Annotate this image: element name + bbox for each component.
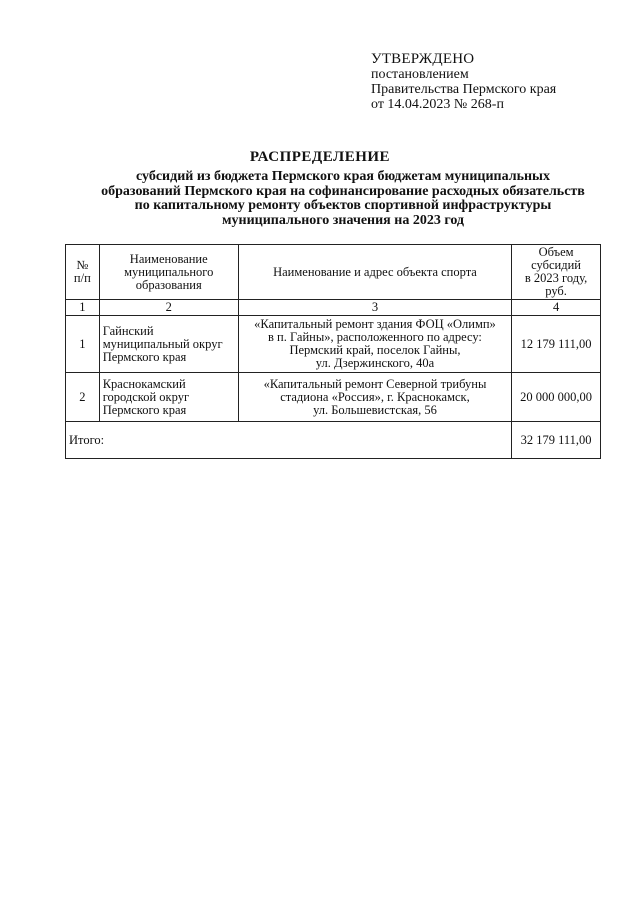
- column-number: 4: [512, 300, 601, 316]
- document-subtitle: субсидий из бюджета Пермского края бюджетам муниципальных образований Пермского края на софинансирование расходных обязательств по капитальному ремонту объектов спортивной инфраструктуры муниципального значения на 2023 год: [101, 169, 585, 228]
- row-object: «Капитальный ремонт здания ФОЦ «Олимп» в п. Гайны», расположенного по адресу: Пермский край, поселок Гайны, ул. Дзержинского, 40а: [254, 317, 496, 370]
- approval-line-3: от 14.04.2023 № 268-п: [371, 97, 504, 112]
- row-amount: 12 179 111,00: [512, 316, 601, 373]
- distribution-table: [65, 244, 601, 459]
- column-number: 2: [99, 300, 238, 316]
- column-number: 3: [238, 300, 511, 316]
- approval-line-1: постановлением: [371, 67, 469, 82]
- column-number-row: [66, 300, 601, 316]
- column-number: 1: [66, 300, 100, 316]
- total-amount: 32 179 111,00: [512, 422, 601, 459]
- approval-block: [371, 52, 556, 112]
- row-num: 2: [66, 373, 100, 422]
- row-municipality: Гайнский муниципальный округ Пермского края: [99, 316, 238, 373]
- header-amount: Объем субсидий в 2023 году, руб.: [512, 245, 601, 300]
- row-num: 1: [66, 316, 100, 373]
- header-num: № п/п: [66, 245, 100, 300]
- row-municipality: Краснокамский городской округ Пермского края: [99, 373, 238, 422]
- total-label: Итого:: [66, 422, 512, 459]
- document-title: РАСПРЕДЕЛЕНИЕ: [249, 149, 391, 165]
- row-object: «Капитальный ремонт Северной трибуны стадиона «Россия», г. Краснокамск, ул. Большевистская, 56: [263, 376, 487, 417]
- approval-heading: УТВЕРЖДЕНО: [371, 51, 475, 67]
- approval-line-2: Правительства Пермского края: [371, 82, 557, 97]
- header-municipality: Наименование муниципального образования: [99, 245, 238, 300]
- table-row: [66, 373, 601, 422]
- table-header-row: [66, 245, 601, 300]
- row-amount: 20 000 000,00: [512, 373, 601, 422]
- header-object: Наименование и адрес объекта спорта: [238, 245, 511, 300]
- total-row: [66, 422, 601, 459]
- table-row: [66, 316, 601, 373]
